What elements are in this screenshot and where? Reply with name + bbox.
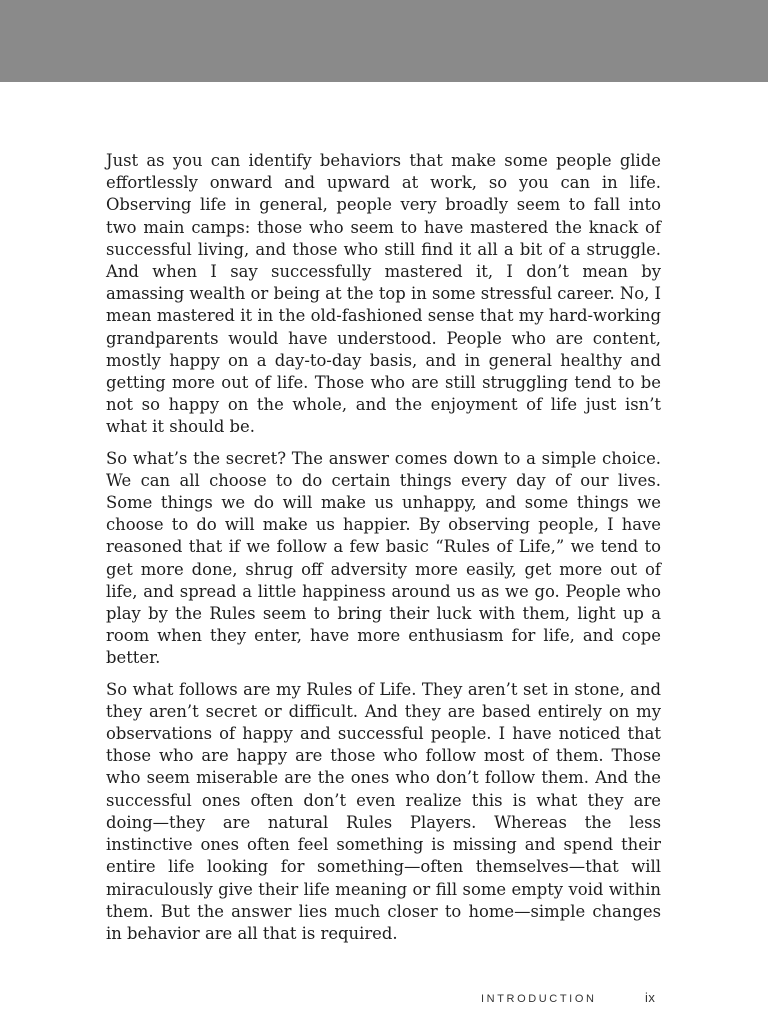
paragraph-3: So what follows are my Rules of Life. They aren’t set in stone, and they aren’t secret or difficult. And they are based entirely on my observations of happy and successful people. I have noticed that those who are happy are those who follow most of them. Those who seem miserable are the ones who don’t follow them. And the successful ones often don’t even realize this is what they are doing—they are natural Rules Players. Whereas the less instinctive ones often feel something is missing and spend their entire life looking for something—often themselves—that will miraculously give their life meaning or fill some empty void within them. But the answer lies much closer to home—simple changes in behavior are all that is required.: [106, 679, 661, 943]
paragraph-1: Just as you can identify behaviors that make some people glide effortlessly onward and upward at work, so you can in life. Observing life in general, people very broadly seem to fall into two main camps: those who seem to have mastered the knack of successful living, and those who still find it all a bit of a struggle. And when I say successfully mastered it, I don’t mean by amassing wealth or being at the top in some stressful career. No, I mean mastered it in the old-fashioned sense that my hard-working grandparents would have understood. People who are content, mostly happy on a day-to-day basis, and in general healthy and getting more out of life. Those who are still struggling tend to be not so happy on the whole, and the enjoyment of life just isn’t what it should be.: [106, 151, 661, 437]
header-band: [0, 0, 768, 82]
section-title: INTRODUCTION: [481, 993, 597, 1005]
body-text: [106, 150, 661, 954]
page-number: ix: [645, 990, 656, 1005]
page-footer: [0, 990, 768, 1010]
paragraph-2: So what’s the secret? The answer comes down to a simple choice. We can all choose to do certain things every day of our lives. Some things we do will make us unhappy, and some things we choose to do will make us happier. By observing people, I have reasoned that if we follow a few basic “Rules of Life,” we tend to get more done, shrug off adversity more easily, get more out of life, and spread a little happiness around us as we go. People who play by the Rules seem to bring their luck with them, light up a room when they enter, have more enthusiasm for life, and cope better.: [106, 448, 661, 668]
